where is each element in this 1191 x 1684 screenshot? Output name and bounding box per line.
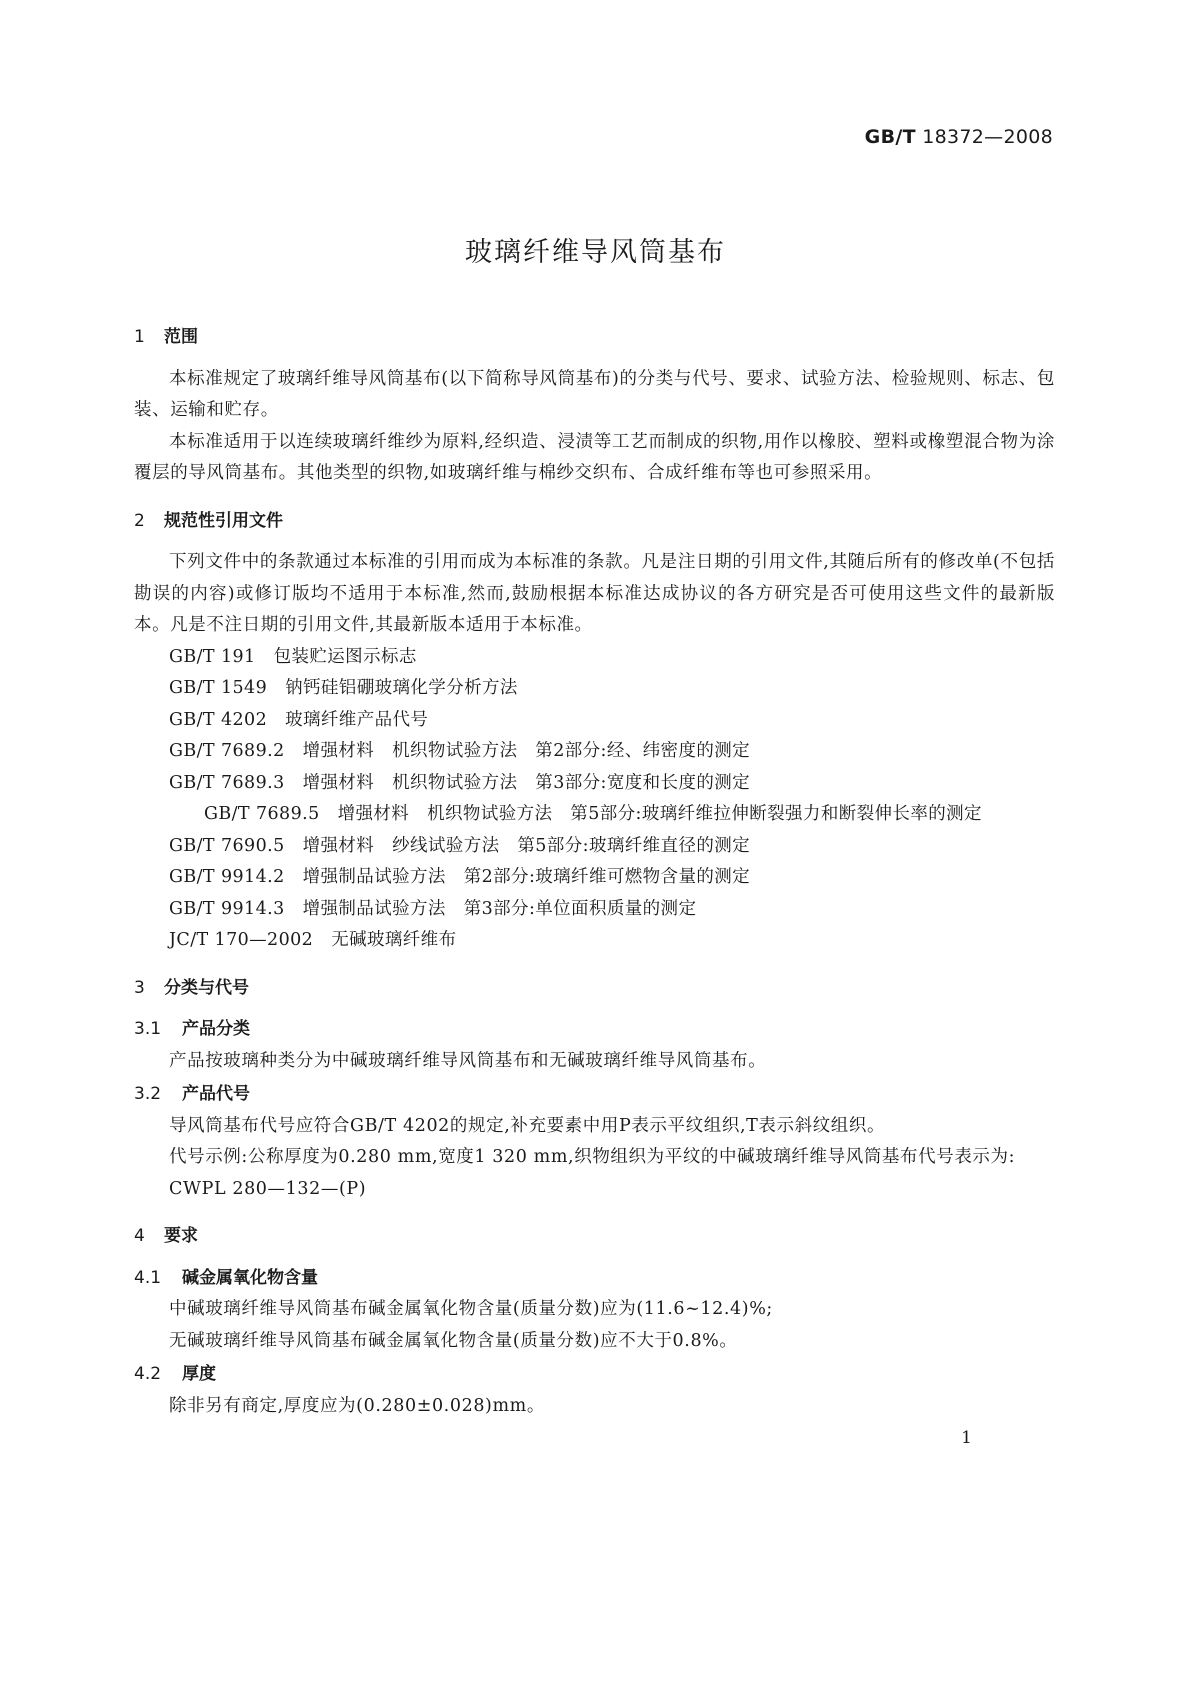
reference-code: GB/T 1549 <box>169 678 268 698</box>
subsection-heading <box>134 1359 1055 1391</box>
subsection-number: 3.2 <box>134 1084 162 1104</box>
reference-item <box>134 673 1055 705</box>
paragraph: 本标准适用于以连续玻璃纤维纱为原料,经织造、浸渍等工艺而制成的织物,用作以橡胶、塑料或橡塑混合物为涂覆层的导风筒基布。其他类型的织物,如玻璃纤维与棉纱交织布、合成纤维布等也可参照采用。 <box>134 431 1055 483</box>
document-body <box>134 322 1055 1422</box>
subsection-number: 4.1 <box>134 1267 162 1288</box>
reference-title: 包装贮运图示标志 <box>273 646 417 667</box>
section-number: 3 <box>134 977 145 998</box>
subsection-title: 厚度 <box>182 1364 216 1384</box>
reference-title: 钠钙硅铝硼玻璃化学分析方法 <box>285 678 518 698</box>
reference-code: GB/T 9914.2 <box>169 867 285 887</box>
reference-code: GB/T 7689.3 <box>169 772 285 793</box>
reference-item <box>134 736 1055 768</box>
paragraph: 无碱玻璃纤维导风筒基布碱金属氧化物含量(质量分数)应不大于0.8%。 <box>169 1330 738 1351</box>
reference-item <box>134 799 1055 831</box>
reference-title: 增强材料 纱线试验方法 第5部分:玻璃纤维直径的测定 <box>302 835 751 856</box>
subsection-heading <box>134 1079 1055 1111</box>
reference-code: GB/T 7689.2 <box>169 741 285 761</box>
document-title: 玻璃纤维导风筒基布 <box>465 237 726 268</box>
section-number: 2 <box>134 510 145 531</box>
reference-title: 增强材料 机织物试验方法 第3部分:宽度和长度的测定 <box>302 772 751 793</box>
reference-code: GB/T 7689.5 <box>204 804 320 824</box>
reference-item <box>134 705 1055 737</box>
section-heading <box>134 506 1055 538</box>
reference-code: JC/T 170—2002 <box>169 930 314 950</box>
reference-item <box>134 831 1055 863</box>
subsection-title: 产品代号 <box>182 1084 250 1104</box>
standard-code <box>865 126 1053 148</box>
section-number: 4 <box>134 1226 145 1246</box>
reference-item <box>134 768 1055 800</box>
paragraph: 导风筒基布代号应符合GB/T 4202的规定,补充要素中用P表示平纹组织,T表示斜纹组织。 <box>169 1115 886 1136</box>
reference-title: 无碱玻璃纤维布 <box>331 930 457 950</box>
reference-item <box>134 925 1055 957</box>
reference-title: 增强制品试验方法 第3部分:单位面积质量的测定 <box>302 898 697 919</box>
section-title: 规范性引用文件 <box>164 510 283 531</box>
subsection-number: 4.2 <box>134 1364 162 1384</box>
subsection-title: 产品分类 <box>182 1019 250 1039</box>
reference-title: 增强制品试验方法 第2部分:玻璃纤维可燃物含量的测定 <box>302 867 751 887</box>
reference-item <box>134 642 1055 674</box>
paragraph: 产品按玻璃种类分为中碱玻璃纤维导风筒基布和无碱玻璃纤维导风筒基布。 <box>169 1050 767 1071</box>
subsection-heading <box>134 1014 1055 1046</box>
subsection-heading <box>134 1263 1055 1295</box>
paragraph: 中碱玻璃纤维导风筒基布碱金属氧化物含量(质量分数)应为(11.6~12.4)%; <box>169 1299 773 1319</box>
section-number: 1 <box>134 327 145 347</box>
section-title: 要求 <box>164 1226 198 1246</box>
standard-number: 18372—2008 <box>922 126 1053 148</box>
paragraph: 除非另有商定,厚度应为(0.280±0.028)mm。 <box>169 1395 545 1416</box>
reference-title: 增强材料 机织物试验方法 第2部分:经、纬密度的测定 <box>302 741 751 761</box>
subsection-title: 碱金属氧化物含量 <box>182 1267 318 1288</box>
reference-title: 玻璃纤维产品代号 <box>285 709 429 730</box>
reference-item <box>134 894 1055 926</box>
paragraph: 下列文件中的条款通过本标准的引用而成为本标准的条款。凡是注日期的引用文件,其随后所有的修改单(不包括勘误的内容)或修订版均不适用于本标准,然而,鼓励根据本标准达成协议的各方研究是否可使用这些文件的最新版本。凡是不注日期的引用文件,其最新版本适用于本标准。 <box>134 552 1055 635</box>
section-heading <box>134 322 1055 354</box>
paragraph: 本标准规定了玻璃纤维导风筒基布(以下简称导风筒基布)的分类与代号、要求、试验方法、检验规则、标志、包装、运输和贮存。 <box>134 368 1055 420</box>
subsection-number: 3.1 <box>134 1019 162 1039</box>
section-heading <box>134 973 1055 1005</box>
section-heading <box>134 1221 1055 1253</box>
reference-item <box>134 862 1055 894</box>
reference-code: GB/T 7690.5 <box>169 835 285 856</box>
reference-code: GB/T 4202 <box>169 709 268 730</box>
section-title: 范围 <box>164 327 198 347</box>
product-code-example: CWPL 280—132—(P) <box>169 1178 367 1199</box>
standard-prefix: GB/T <box>864 126 916 148</box>
page-number: 1 <box>961 1428 972 1448</box>
reference-title: 增强材料 机织物试验方法 第5部分:玻璃纤维拉伸断裂强力和断裂伸长率的测定 <box>337 804 982 824</box>
paragraph: 代号示例:公称厚度为0.280 mm,宽度1 320 mm,织物组织为平纹的中碱玻璃纤维导风筒基布代号表示为: <box>169 1147 1016 1167</box>
reference-code: GB/T 9914.3 <box>169 898 285 919</box>
reference-code: GB/T 191 <box>169 646 256 667</box>
section-title: 分类与代号 <box>164 977 249 998</box>
